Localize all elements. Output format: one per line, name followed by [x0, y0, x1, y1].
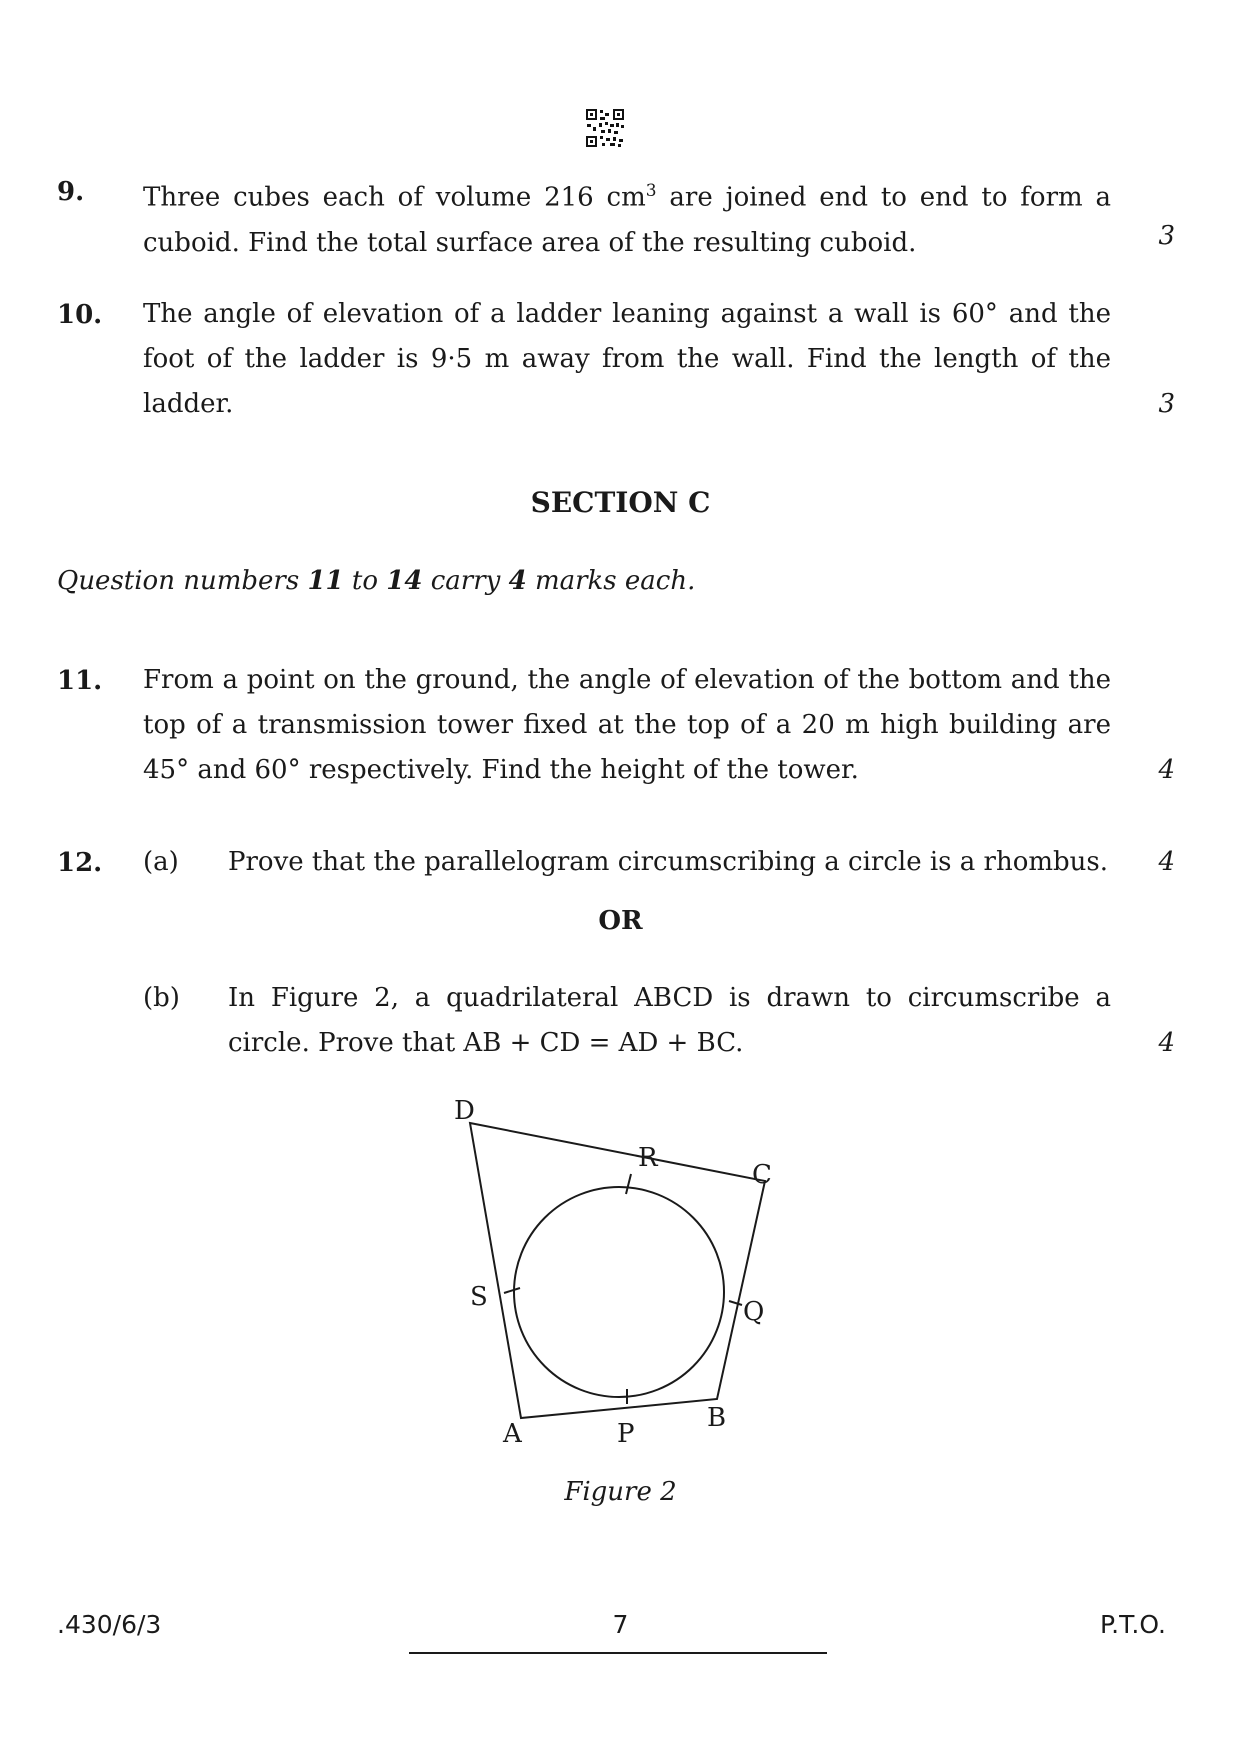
tick-s: [504, 1288, 520, 1293]
question-10-text: The angle of elevation of a ladder leaning against a wall is 60° and the foot of the ladder is 9·5 m away from the wall. Find the length of the ladder.: [143, 299, 1111, 419]
question-number: 9.: [57, 177, 85, 207]
question-number: 11.: [57, 666, 103, 696]
label-p: P: [617, 1419, 635, 1449]
question-12b-marks: 4: [1158, 1028, 1175, 1058]
paper-code: .430/6/3: [57, 1610, 162, 1639]
question-12a-marks: 4: [1158, 847, 1175, 877]
quadrilateral-abcd: [470, 1123, 765, 1418]
section-title: SECTION C: [530, 486, 711, 519]
label-c: C: [752, 1160, 772, 1190]
label-r: R: [638, 1143, 658, 1173]
tick-r: [626, 1174, 631, 1194]
question-12b-text: In Figure 2, a quadrilateral ABCD is drawn to circumscribe a circle. Prove that AB + CD = AD + BC.: [228, 983, 1111, 1058]
question-9-marks: 3: [1158, 221, 1175, 251]
label-a: A: [503, 1419, 522, 1449]
footer-rule: [409, 1652, 827, 1654]
label-q: Q: [743, 1297, 765, 1327]
figure-2-diagram: [440, 1090, 800, 1450]
sub-question-label-b: (b): [143, 983, 180, 1013]
figure-caption: Figure 2: [564, 1477, 677, 1507]
label-d: D: [454, 1096, 475, 1126]
sub-question-label-a: (a): [143, 847, 179, 877]
tick-q: [729, 1301, 742, 1305]
pto-label: P.T.O.: [1100, 1610, 1166, 1639]
question-12a-text: Prove that the parallelogram circumscribing a circle is a rhombus.: [228, 847, 1109, 877]
label-s: S: [470, 1282, 488, 1312]
question-9-text: Three cubes each of volume 216 $cm^3$ are joined end to end to form a cuboid. Find the total surface area of the resulting cuboid.: [143, 181, 1112, 258]
question-10-marks: 3: [1158, 389, 1175, 419]
qr-code: [585, 108, 625, 148]
question-number: 10.: [57, 300, 103, 330]
question-11-marks: 4: [1158, 755, 1175, 785]
question-number: 12.: [57, 848, 103, 878]
inscribed-circle: [514, 1187, 724, 1397]
label-b: B: [707, 1403, 727, 1433]
section-instructions: Question numbers 11 to 14 carry 4 marks each.: [57, 566, 696, 596]
or-divider: OR: [598, 906, 643, 936]
page-number: 7: [612, 1610, 629, 1639]
question-11-text: From a point on the ground, the angle of elevation of the bottom and the top of a transmission tower fixed at the top of a 20 m high building are 45° and 60° respectively. Find the height of the tower.: [143, 665, 1111, 785]
